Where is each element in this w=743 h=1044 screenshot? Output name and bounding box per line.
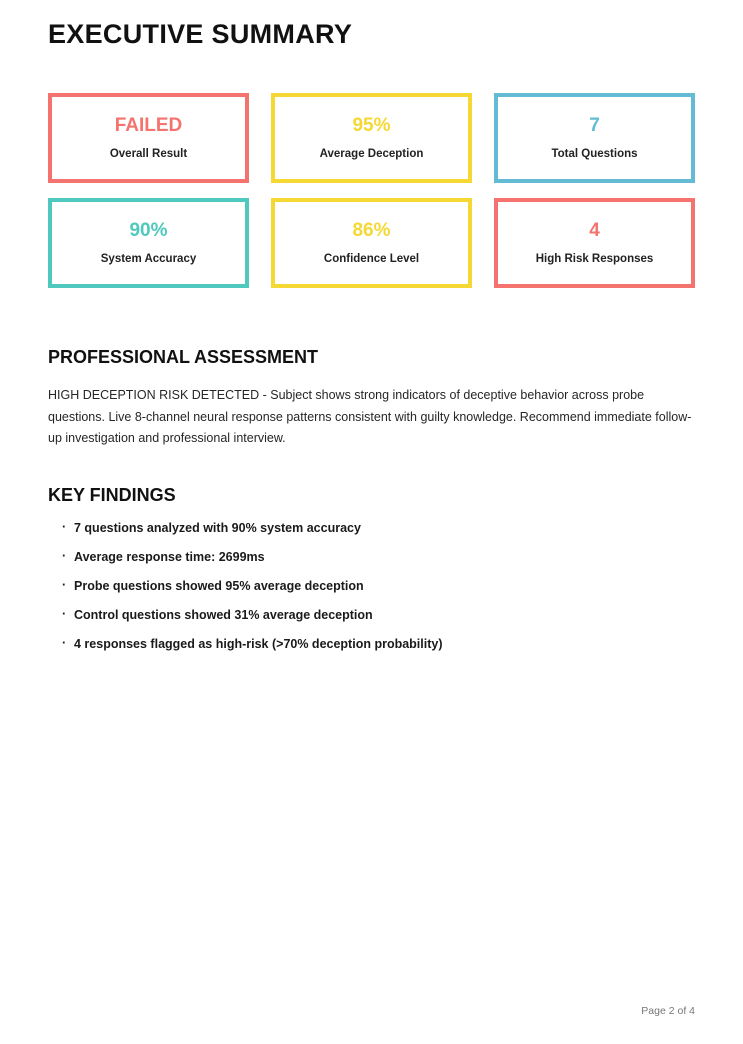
list-item-text: Probe questions showed 95% average deception: [74, 578, 364, 593]
summary-stats-grid: [48, 93, 695, 288]
findings-heading: KEY FINDINGS: [48, 484, 176, 505]
stat-value: FAILED: [114, 114, 183, 136]
list-item-text: Control questions showed 31% average deception: [74, 607, 373, 622]
assessment-body: HIGH DECEPTION RISK DETECTED - Subject shows strong indicators of deceptive behavior across probe questions. Live 8-channel neural response patterns consistent with guilty knowledge. Recommend immediate follow-up investigation and professional interview.: [48, 388, 692, 445]
stat-card-confidence-level: [271, 198, 472, 288]
page-title: EXECUTIVE SUMMARY: [48, 19, 353, 49]
stat-card-system-accuracy: [48, 198, 249, 288]
stat-value: 86%: [352, 219, 391, 241]
stat-label: High Risk Responses: [535, 252, 654, 265]
list-item: [62, 635, 695, 651]
stat-value: 90%: [129, 219, 168, 241]
stat-label: Overall Result: [109, 147, 188, 160]
key-findings-section: [48, 485, 695, 651]
stat-value: 95%: [352, 114, 391, 136]
stat-label: System Accuracy: [100, 252, 197, 265]
list-item-text: 7 questions analyzed with 90% system accuracy: [74, 520, 361, 535]
bullet-marker: ·: [62, 635, 67, 650]
bullet-marker: ·: [62, 606, 67, 621]
bullet-marker: ·: [62, 577, 67, 592]
stat-value: 4: [589, 219, 600, 241]
stat-card-high-risk-responses: [494, 198, 695, 288]
stat-label: Total Questions: [551, 147, 638, 160]
findings-list: [48, 519, 695, 651]
list-item: [62, 519, 695, 535]
list-item-text: 4 responses flagged as high-risk (>70% deception probability): [74, 636, 443, 651]
list-item: [62, 606, 695, 622]
stat-value: 7: [589, 114, 600, 136]
page-footer: Page 2 of 4: [641, 1005, 695, 1017]
list-item: [62, 577, 695, 593]
list-item: [62, 548, 695, 564]
list-item-text: Average response time: 2699ms: [74, 549, 265, 564]
stat-label: Confidence Level: [323, 252, 420, 265]
stat-card-average-deception: [271, 93, 472, 183]
bullet-marker: ·: [62, 519, 67, 534]
stat-card-overall-result: [48, 93, 249, 183]
professional-assessment-section: [48, 347, 695, 450]
bullet-marker: ·: [62, 548, 67, 563]
stat-card-total-questions: [494, 93, 695, 183]
stat-label: Average Deception: [319, 147, 424, 160]
assessment-heading: PROFESSIONAL ASSESSMENT: [48, 347, 319, 367]
